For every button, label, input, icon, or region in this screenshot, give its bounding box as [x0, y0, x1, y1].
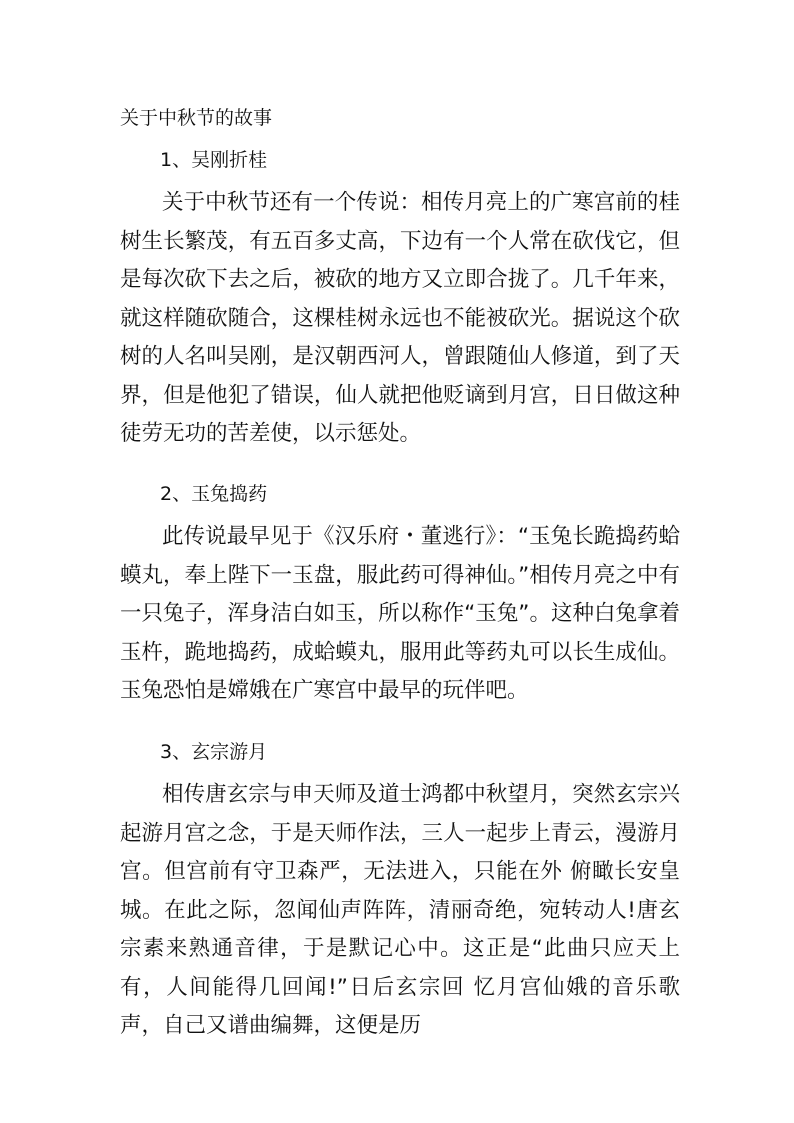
section-body-wu-gang: 关于中秋节还有一个传说：相传月亮上的广寒宫前的桂树生长繁茂，有五百多丈高，下边有一个人常在砍伐它，但是每次砍下去之后，被砍的地方又立即合拢了。几千年来，就这样随砍随合，这棵桂树永远也不能被砍光。据说这个砍树的人名叫吴刚，是汉朝西河人，曾跟随仙人修道，到了天界，但是他犯了错误，仙人就把他贬谪到月宫，日日做这种徒劳无功的苦差使，以示惩处。 — [120, 190, 680, 446]
section-heading-wu-gang: 1、吴刚折桂 — [160, 149, 268, 171]
section-body-jade-rabbit: 此传说最早见于《汉乐府・董逃行》：“玉兔长跪捣药蛤蟆丸，奉上陛下一玉盘，服此药可得神仙。”相传月亮之中有一只兔子，浑身洁白如玉，所以称作“玉兔”。这种白兔拿着玉杵，跪地捣药，成蛤蟆丸，服用此等药丸可以长生成仙。玉兔恐怕是嫦娥在广寒宫中最早的玩伴吧。 — [120, 524, 680, 703]
section-body-xuanzong: 相传唐玄宗与申天师及道士鸿都中秋望月，突然玄宗兴起游月宫之念，于是天师作法，三人一起步上青云，漫游月宫。但宫前有守卫森严，无法进入，只能在外 俯瞰长安皇城。在此之际，忽闻仙声阵阵，清丽奇绝，宛转动人!唐玄宗素来熟通音律，于是默记心中。这正是“此曲只应天上有，人间能得几回闻!”日后玄宗回 忆月宫仙娥的音乐歌声，自己又谱曲编舞，这便是历 — [120, 782, 680, 1038]
section-heading-xuanzong: 3、玄宗游月 — [160, 741, 268, 763]
document-title: 关于中秋节的故事 — [120, 107, 273, 129]
section-heading-jade-rabbit: 2、玉兔捣药 — [160, 483, 268, 505]
